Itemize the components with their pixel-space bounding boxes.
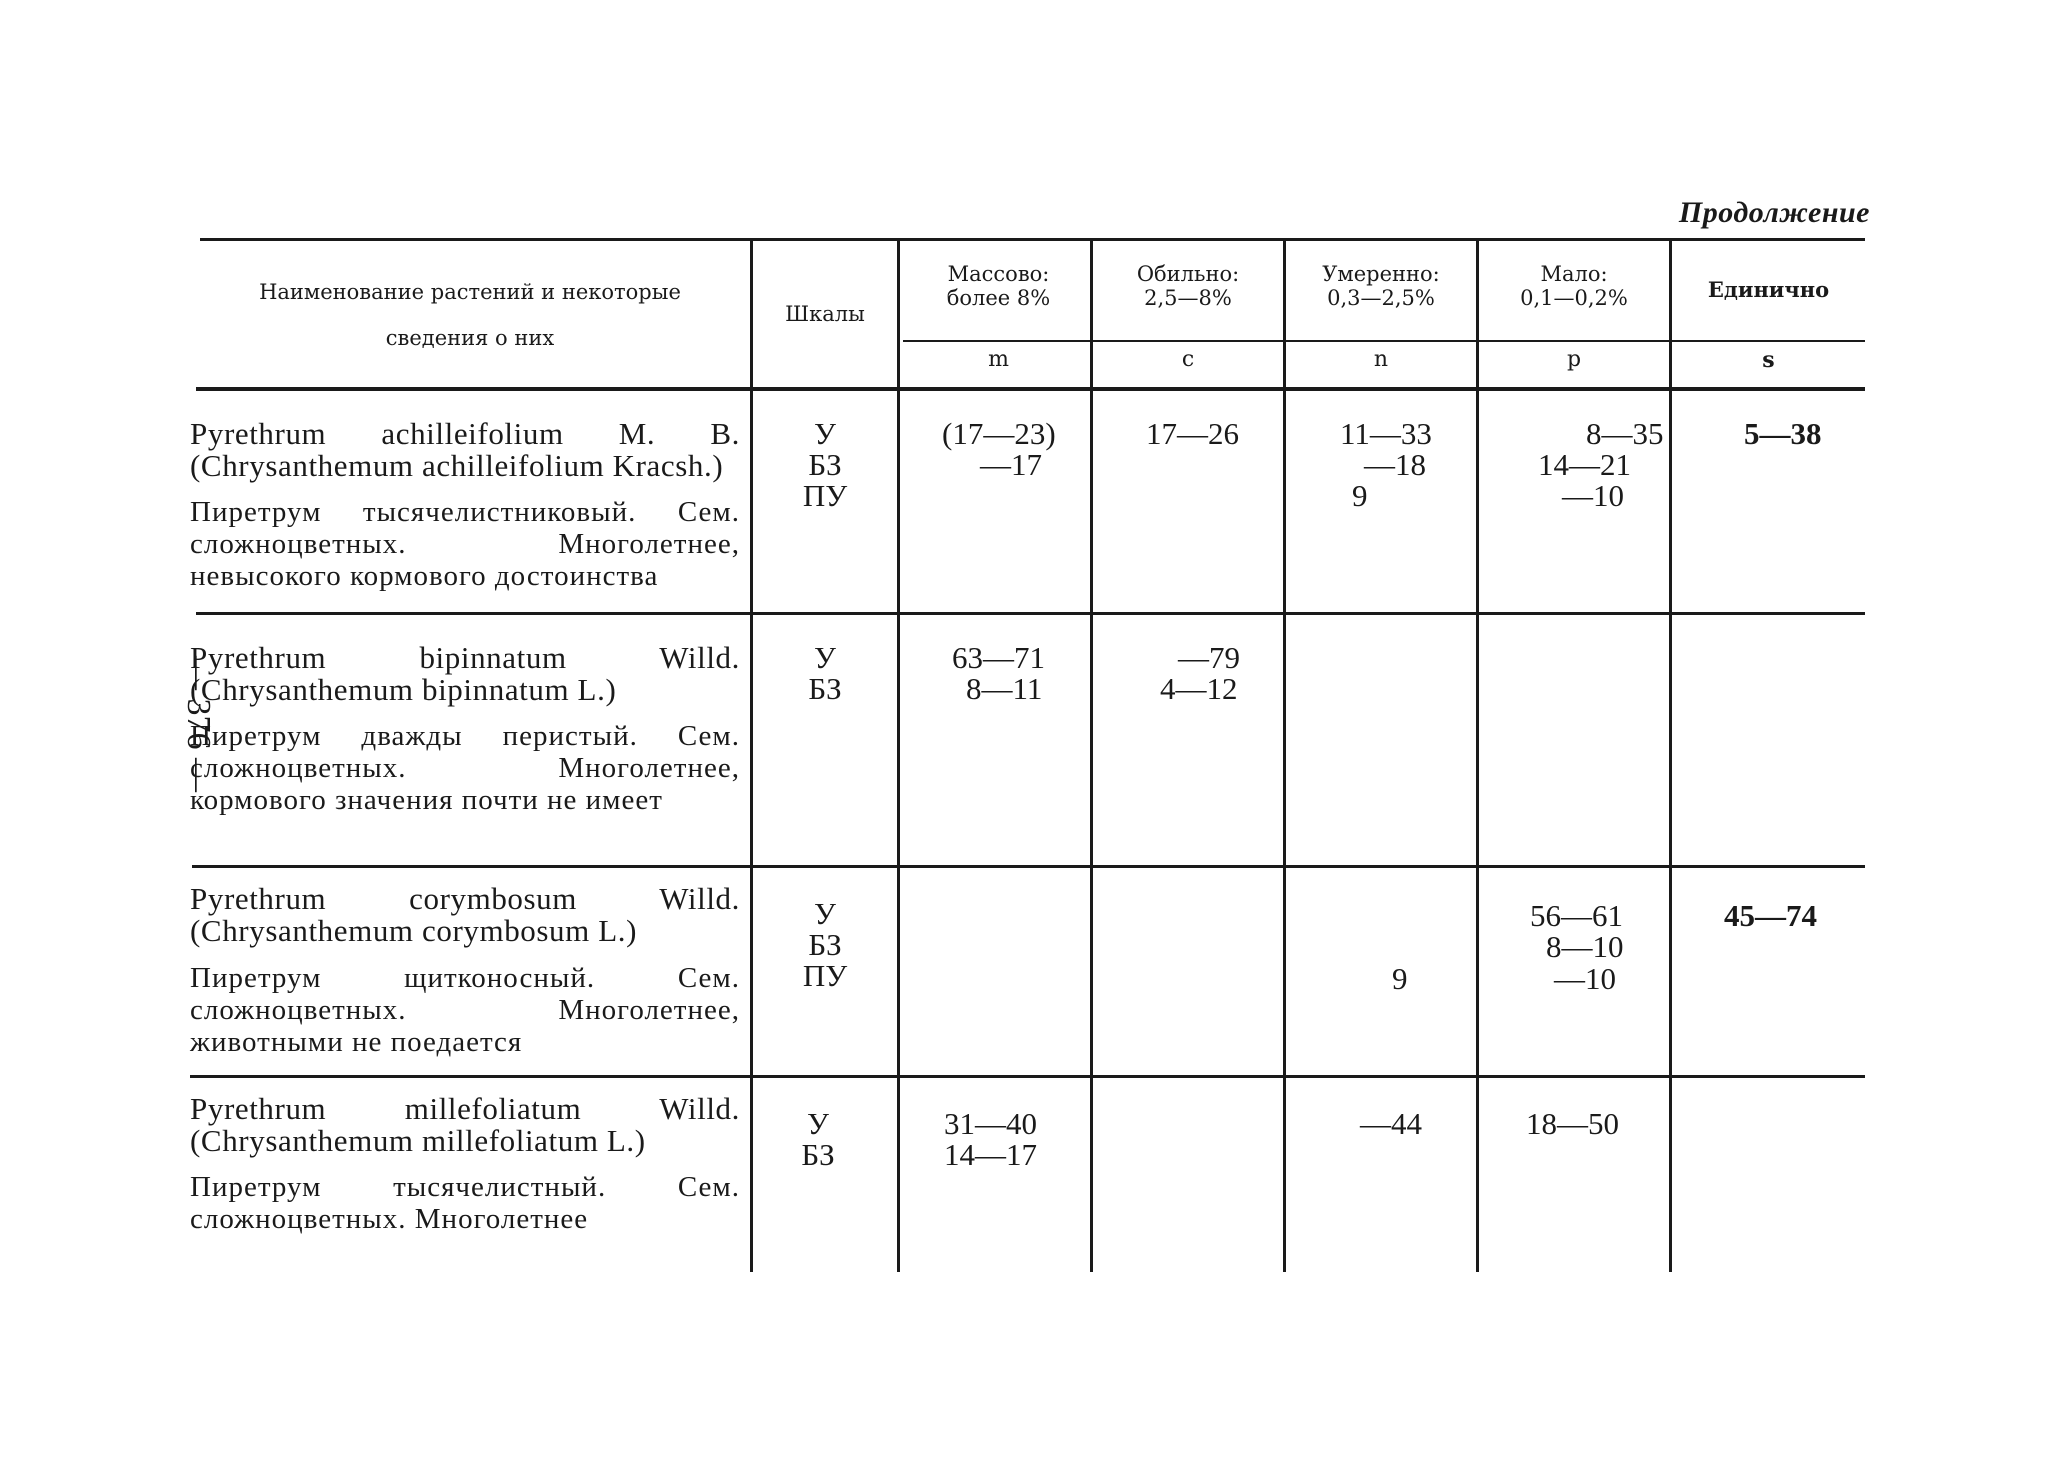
row-scale: У (807, 1106, 829, 1141)
header-col-s (1672, 278, 1865, 302)
header-col-m-line2: более 8% (946, 286, 1051, 310)
col-rule-s (1669, 241, 1672, 1272)
row-russian-description: Пиретрум тысячелистниковый. Сем. сложноцветных. Многолетнее, невысокого кормового достоинства (190, 496, 740, 592)
header-name-line2: сведения о них (385, 326, 555, 350)
row-rule-2 (192, 865, 1865, 868)
row-scale: БЗ (808, 927, 842, 962)
header-col-p-line1: Мало: (1540, 262, 1608, 286)
row-value-p: —10 (1562, 478, 1624, 513)
row-value-c: —79 (1178, 640, 1240, 675)
row-value-s: 5—38 (1744, 416, 1822, 451)
row-value-p: 14—21 (1538, 447, 1631, 482)
header-col-p (1479, 262, 1669, 310)
row-value-n: —18 (1364, 447, 1426, 482)
header-col-c (1093, 262, 1283, 310)
row-scale: БЗ (808, 671, 842, 706)
row-value-m: 31—40 (944, 1106, 1037, 1141)
row-scale: У (814, 896, 836, 931)
col-rule-n (1283, 241, 1286, 1272)
header-col-c-line2: 2,5—8% (1144, 286, 1232, 310)
header-col-m (900, 262, 1097, 310)
header-col-m-line1: Массово: (947, 262, 1050, 286)
table-top-rule (200, 238, 1865, 241)
row-russian-description: Пиретрум тысячелистный. Сем. сложноцветных. Многолетнее (190, 1171, 740, 1235)
row-value-p: 8—35 (1586, 416, 1664, 451)
row-value-c: 4—12 (1160, 671, 1238, 706)
row-value-n: —44 (1360, 1106, 1422, 1141)
header-code-c: c (1181, 347, 1195, 372)
row-latin-name: Pyrethrum corymbosum Willd. (Chrysanthemum corymbosum L.) (190, 881, 740, 948)
row-value-s: 45—74 (1724, 898, 1817, 933)
row-rule-1 (196, 612, 1865, 615)
row-value-m: 8—11 (966, 671, 1043, 706)
header-col-n-line1: Умеренно: (1322, 262, 1440, 286)
header-code-m: m (988, 347, 1009, 372)
row-value-p: 56—61 (1530, 898, 1623, 933)
header-col-n (1286, 262, 1476, 310)
row-latin-name: Pyrethrum bipinnatum Willd. (Chrysanthemum bipinnatum L.) (190, 640, 740, 707)
row-value-p: 8—10 (1546, 929, 1624, 964)
row-scale: ПУ (802, 958, 848, 993)
col-rule-p (1476, 241, 1479, 1272)
row-value-p: 18—50 (1526, 1106, 1619, 1141)
header-col-c-line1: Обильно: (1136, 262, 1240, 286)
row-latin-name: Pyrethrum millefoliatum Willd. (Chrysanthemum millefoliatum L.) (190, 1091, 740, 1158)
header-col-s-line1: Единично (1707, 277, 1830, 302)
header-bottom-rule (196, 387, 1865, 391)
row-value-n: 9 (1392, 961, 1408, 996)
continuation-label: Продолжение (1678, 196, 1870, 229)
col-rule-m (897, 241, 900, 1272)
row-scale: БЗ (808, 447, 842, 482)
row-russian-description: Пиретрум щитконосный. Сем. сложноцветных. Многолетнее, животными не поедается (190, 962, 740, 1058)
row-value-n: 11—33 (1340, 416, 1432, 451)
row-scale: ПУ (802, 478, 848, 513)
header-code-p: p (1566, 347, 1582, 372)
row-scale: У (814, 416, 836, 451)
row-value-p: —10 (1554, 961, 1616, 996)
header-scales: Шкалы (785, 302, 865, 326)
header-code-s: s (1762, 347, 1775, 373)
col-rule-scales (750, 241, 753, 1272)
row-value-m: —17 (980, 447, 1042, 482)
row-russian-description: Пиретрум дважды перистый. Сем. сложноцветных. Многолетнее, кормового значения почти не имеет (190, 720, 740, 816)
header-col-n-line2: 0,3—2,5% (1327, 286, 1435, 310)
col-rule-c (1090, 241, 1093, 1272)
row-value-m: (17—23) (942, 416, 1056, 451)
row-value-m: 63—71 (952, 640, 1045, 675)
header-name-line1: Наименование растений и некоторые (259, 280, 681, 304)
page-number: — 376 — (180, 656, 217, 792)
header-sub-rule (903, 340, 1865, 342)
header-col-p-line2: 0,1—0,2% (1520, 286, 1628, 310)
row-value-c: 17—26 (1146, 416, 1239, 451)
row-value-n: 9 (1352, 478, 1368, 513)
row-value-m: 14—17 (944, 1137, 1037, 1172)
header-code-n: n (1373, 347, 1389, 372)
row-rule-3 (190, 1075, 1865, 1078)
row-scale: У (814, 640, 836, 675)
row-latin-name: Pyrethrum achilleifolium M. B. (Chrysanthemum achilleifolium Kracsh.) (190, 416, 740, 483)
row-scale: БЗ (801, 1137, 835, 1172)
